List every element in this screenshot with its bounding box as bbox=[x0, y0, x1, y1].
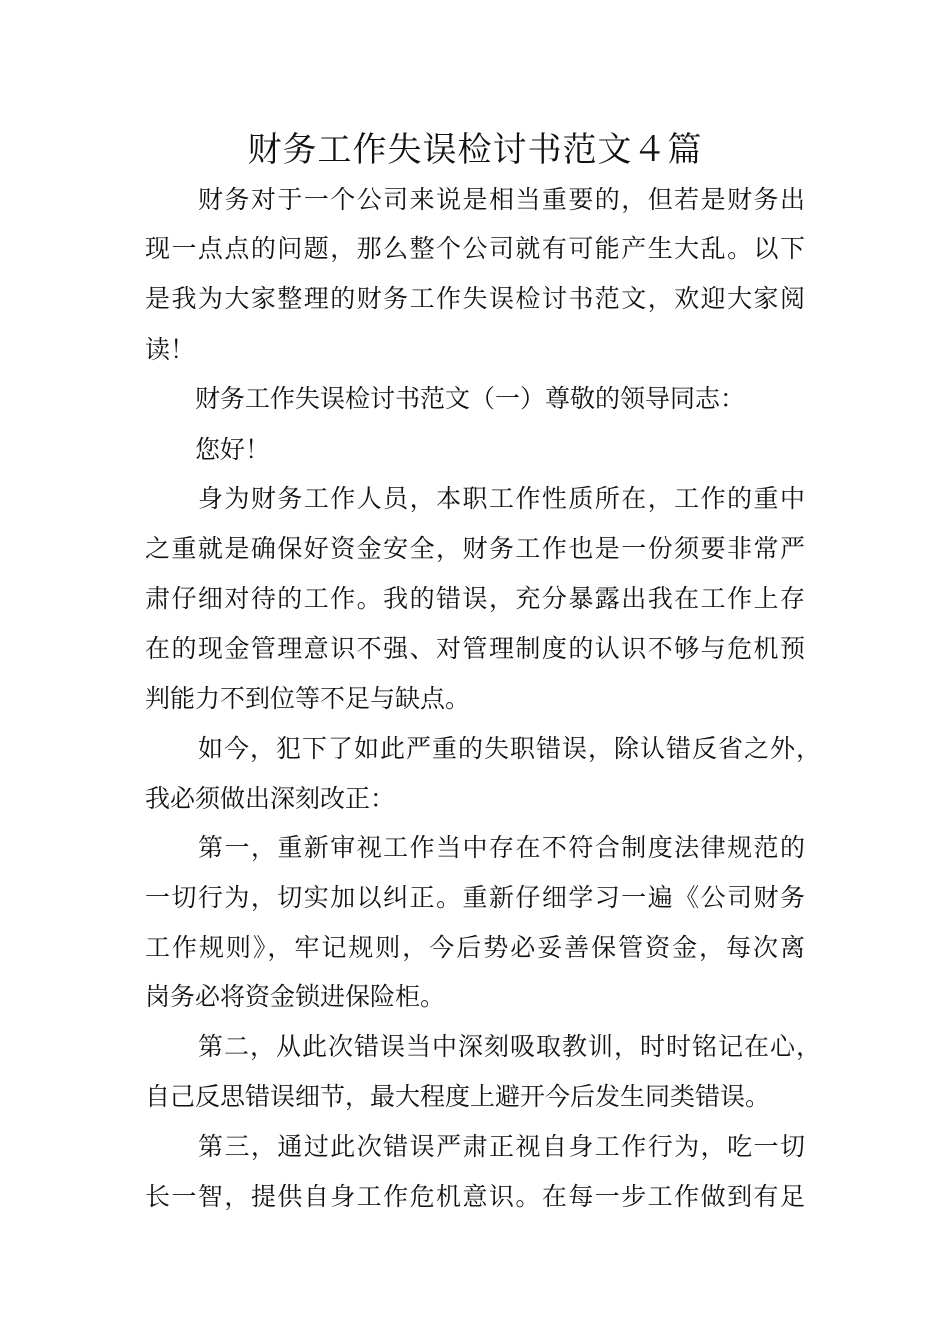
paragraph-line: 第二，从此次错误当中深刻吸取教训，时时铭记在心， bbox=[198, 1032, 821, 1061]
paragraph-line: 我必须做出深刻改正： bbox=[145, 784, 396, 813]
paragraph-line: 判能力不到位等不足与缺点。 bbox=[145, 684, 471, 713]
paragraph-line: 长一智，提供自身工作危机意识。在每一步工作做到有足 bbox=[145, 1182, 805, 1211]
paragraph-line: 财务对于一个公司来说是相当重要的，但若是财务出 bbox=[198, 185, 805, 214]
paragraph-line: 工作规则》，牢记规则，今后势必妥善保管资金，每次离 bbox=[145, 933, 805, 962]
paragraph-line: 在的现金管理意识不强、对管理制度的认识不够与危机预 bbox=[145, 634, 805, 663]
paragraph-line: 自己反思错误细节，最大程度上避开今后发生同类错误。 bbox=[145, 1082, 771, 1111]
paragraph-line: 身为财务工作人员，本职工作性质所在，工作的重中 bbox=[198, 484, 805, 513]
paragraph-line: 财务工作失误检讨书范文（一）尊敬的领导同志： bbox=[195, 384, 746, 413]
paragraph-line: 一切行为，切实加以纠正。重新仔细学习一遍《公司财务 bbox=[145, 883, 805, 912]
paragraph-line: 是我为大家整理的财务工作失误检讨书范文，欢迎大家阅 bbox=[145, 284, 805, 313]
paragraph-line: 岗务必将资金锁进保险柜。 bbox=[145, 982, 446, 1011]
paragraph-line: 第一，重新审视工作当中存在不符合制度法律规范的 bbox=[198, 833, 805, 862]
paragraph-line: 如今，犯下了如此严重的失职错误，除认错反省之外， bbox=[198, 734, 821, 763]
paragraph-line: 现一点点的问题，那么整个公司就有可能产生大乱。以下 bbox=[145, 234, 805, 263]
paragraph-line: 读！ bbox=[145, 335, 196, 364]
paragraph-line: 您好！ bbox=[195, 435, 271, 464]
paragraph-line: 第三，通过此次错误严肃正视自身工作行为，吃一切 bbox=[198, 1132, 805, 1161]
paragraph-line: 之重就是确保好资金安全，财务工作也是一份须要非常严 bbox=[145, 534, 805, 563]
document-title: 财务工作失误检讨书范文４篇 bbox=[247, 130, 703, 170]
paragraph-line: 肃仔细对待的工作。我的错误，充分暴露出我在工作上存 bbox=[145, 584, 805, 613]
